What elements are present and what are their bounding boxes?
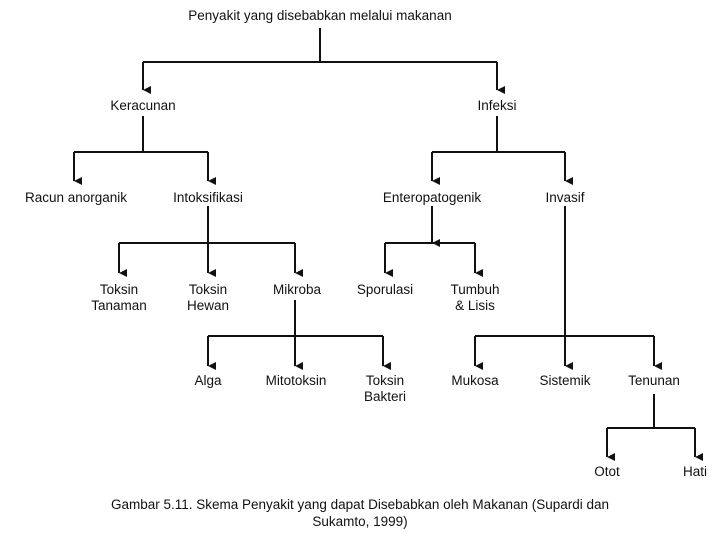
node-alga: Alga	[194, 373, 222, 388]
node-toksin-tanaman-line2: Tanaman	[91, 298, 147, 313]
node-tumbuh-lisis	[450, 282, 499, 314]
node-toksin-hewan	[187, 282, 229, 314]
node-toksin-hewan-line1: Toksin	[188, 282, 228, 297]
node-enteropatogenik: Enteropatogenik	[382, 190, 482, 205]
node-toksin-bakteri-line2: Bakteri	[363, 389, 407, 404]
node-hati: Hati	[682, 464, 708, 479]
node-tumbuh-lisis-line2: & Lisis	[455, 298, 495, 313]
node-mikroba: Mikroba	[272, 282, 322, 297]
node-otot: Otot	[594, 464, 620, 479]
node-root: Penyakit yang disebabkan melalui makanan	[188, 8, 452, 23]
node-toksin-bakteri-line1: Toksin	[365, 373, 405, 388]
caption-line2: Sukamto, 1999)	[312, 514, 408, 529]
node-mitotoksin: Mitotoksin	[265, 373, 327, 388]
figure-caption	[0, 496, 720, 530]
node-tumbuh-lisis-line1: Tumbuh	[450, 282, 500, 297]
node-intoksifikasi: Intoksifikasi	[173, 190, 243, 205]
caption-line1: Gambar 5.11. Skema Penyakit yang dapat Disebabkan oleh Makanan (Supardi dan	[110, 497, 610, 512]
node-sporulasi: Sporulasi	[356, 282, 414, 297]
node-keracunan: Keracunan	[110, 98, 176, 113]
node-invasif: Invasif	[545, 190, 585, 205]
node-sistemik: Sistemik	[539, 373, 591, 388]
node-tenunan: Tenunan	[628, 373, 680, 388]
node-toksin-bakteri	[364, 373, 406, 405]
node-mukosa: Mukosa	[451, 373, 499, 388]
node-toksin-hewan-line2: Hewan	[186, 298, 230, 313]
node-toksin-tanaman-line1: Toksin	[99, 282, 139, 297]
node-toksin-tanaman	[91, 282, 147, 314]
node-racun-anorganik: Racun anorganik	[24, 190, 128, 205]
node-infeksi: Infeksi	[477, 98, 517, 113]
